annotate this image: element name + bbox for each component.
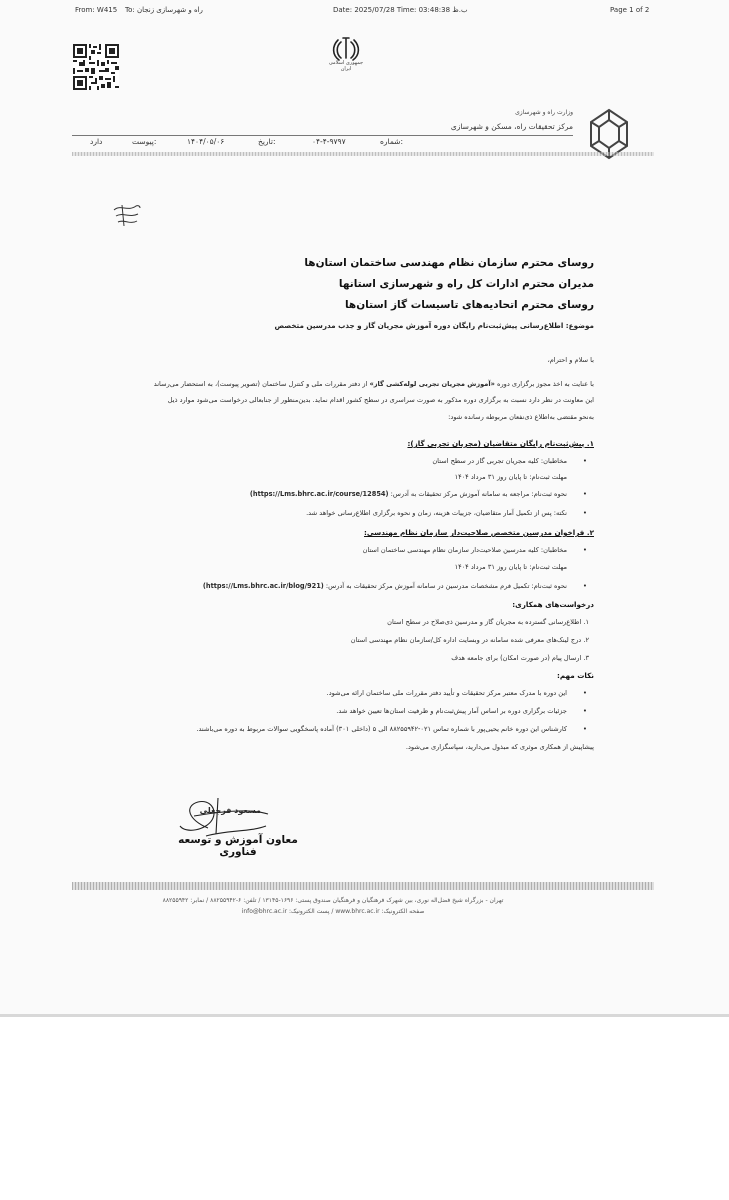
qr-code bbox=[73, 44, 119, 90]
scan-noise-band bbox=[72, 152, 654, 156]
fax-to: To: راه و شهرسازی زنجان bbox=[125, 6, 203, 14]
page-edge bbox=[0, 1014, 729, 1017]
notes-title: نکات مهم: bbox=[556, 671, 594, 680]
section-2-item-3 bbox=[203, 582, 567, 590]
letter-subject: موضوع: اطلاع‌رسانی پیش‌ثبت‌نام رایگان دوره آموزش مجریان گاز و جذب مدرسین متخصص bbox=[274, 321, 594, 330]
course-registration-link[interactable]: (https://Lms.bhrc.ac.ir/course/12854) bbox=[249, 490, 389, 498]
request-1: ۱. اطلاع‌رسانی گسترده به مجریان گاز و مدرسین ذی‌صلاح در سطح استان bbox=[387, 618, 589, 626]
section-1-item-2: مهلت ثبت‌نام: تا پایان روز ۳۱ مرداد ۱۴۰۴ bbox=[454, 473, 567, 481]
intro-line-1 bbox=[154, 380, 594, 388]
addressee-2: مدیران محترم ادارات کل راه و شهرسازی استانها bbox=[338, 278, 594, 290]
fax-datetime: Date: 2025/07/28 Time: 03:48:38 ب.ظ bbox=[333, 6, 468, 14]
section-2-item-1: مخاطبان: کلیه مدرسین صلاحیت‌دار سازمان نظام مهندسی ساختمان استان • bbox=[363, 546, 567, 554]
date-value: ۱۴۰۴/۰۵/۰۶ bbox=[187, 137, 225, 146]
request-2: ۲. درج لینک‌های معرفی شده سامانه در وبسایت اداره کل/سازمان نظام مهندسی استان bbox=[350, 636, 589, 644]
footer-address: تهران - بزرگراه شیخ فضل‌اله نوری، بین شهرک فرهنگیان و فرهنگیان صندوق پستی: ۱۶۹۶-۱۳۱۴۵ / تلفن: ۶-۸۸۲۵۵۹۴۲ / نمابر: ۸۸۲۵۵۹۴۲ bbox=[162, 897, 504, 904]
footer-noise-band bbox=[72, 882, 654, 890]
header-rule bbox=[72, 135, 573, 136]
section-2-title: ۲. فراخوان مدرسین متخصص صلاحیت‌دار سازمان نظام مهندسی: bbox=[364, 528, 594, 537]
attachment-label: پیوست: bbox=[132, 137, 157, 146]
section-2-item-2: مهلت ثبت‌نام: تا پایان روز ۳۱ مرداد ۱۴۰۴ bbox=[454, 563, 567, 571]
section-2-item-3-text: نحوه ثبت‌نام: تکمیل فرم مشخصات مدرسین در سامانه آموزش مرکز تحقیقات به آدرس: bbox=[323, 582, 567, 590]
closing-line: پیشاپیش از همکاری موثری که مبذول می‌دارید، سپاسگزاری می‌شود. bbox=[405, 743, 594, 751]
emblem-caption: جمهوری اسلامی ایران bbox=[328, 60, 364, 72]
section-1-item-4: نکته: پس از تکمیل آمار متقاضیان، جزییات هزینه، زمان و نحوه برگزاری اطلاع‌رسانی خواهد شد. • bbox=[306, 509, 567, 517]
fax-page-number: Page 1 of 2 bbox=[610, 6, 650, 14]
section-1-item-3 bbox=[250, 490, 567, 498]
intro-line-3: به‌نحو مقتضی به‌اطلاع ذی‌نفعان مربوطه رسانده شود: bbox=[448, 413, 594, 421]
organization-name: مرکز تحقیقات راه، مسکن و شهرسازی bbox=[450, 122, 573, 131]
note-3: کارشناس این دوره خانم یحیی‌پور با شماره تماس ۰۲۱-۸۸۲۵۵۹۴۲ الی ۵ (داخلی ۳۰۱) آماده پاسخگویی سوالات مربوط به دوره می‌باشند. • bbox=[196, 725, 567, 733]
course-name: «آموزش مجریان تجربی لوله‌کشی گاز» bbox=[369, 380, 495, 388]
addressee-1: روسای محترم سازمان نظام مهندسی ساختمان استان‌ها bbox=[304, 257, 594, 269]
greeting: با سلام و احترام، bbox=[547, 356, 594, 364]
addressee-3: روسای محترم اتحادیه‌های تاسیسات گاز استان‌ها bbox=[344, 299, 594, 311]
section-1-title: ۱. پیش‌ثبت‌نام رایگان متقاضیان (مجریان تجربی گاز): bbox=[407, 439, 594, 448]
section-1-item-1: مخاطبان: کلیه مجریان تجربی گاز در سطح استان • bbox=[432, 457, 567, 465]
number-label: شماره: bbox=[380, 137, 403, 146]
signatory-name: مسعود فرجعلی bbox=[199, 806, 261, 815]
fax-from: From: W415 bbox=[75, 6, 118, 14]
intro-line-1-start: با عنایت به اخذ مجوز برگزاری دوره bbox=[494, 380, 594, 388]
instructor-form-link[interactable]: (https://Lms.bhrc.ac.ir/blog/921) bbox=[202, 582, 324, 590]
request-3: ۳. ارسال پیام (در صورت امکان) برای جامعه هدف bbox=[451, 654, 589, 662]
footer-contact: صفحه الکترونیک: www.bhrc.ac.ir / پست الکترونیک: info@bhrc.ac.ir bbox=[241, 908, 425, 915]
date-label: تاریخ: bbox=[258, 137, 276, 146]
ministry-name: وزارت راه و شهرسازی bbox=[515, 109, 573, 116]
note-1: این دوره با مدرک معتبر مرکز تحقیقات و تأیید دفتر مقررات ملی ساختمان ارائه می‌شود. • bbox=[327, 689, 567, 697]
requests-title: درخواست‌های همکاری: bbox=[512, 600, 594, 609]
intro-line-1-end: از دفتر مقررات ملی و کنترل ساختمان (تصویر پیوست)، به استحضار می‌رساند bbox=[153, 380, 370, 388]
attachment-value: دارد bbox=[90, 137, 103, 146]
note-2: جزئیات برگزاری دوره بر اساس آمار پیش‌ثبت‌نام و ظرفیت استان‌ها تعیین خواهد شد. • bbox=[336, 707, 567, 715]
number-value: ۰۴-۴-۹۷۹۷ bbox=[312, 137, 346, 146]
section-1-item-3-text: نحوه ثبت‌نام: مراجعه به سامانه آموزش مرکز تحقیقات به آدرس: bbox=[388, 490, 567, 498]
letter-meta-row bbox=[90, 137, 560, 149]
intro-line-2: این معاونت در نظر دارد نسبت به برگزاری دوره مذکور به صورت سراسری در سطح کشور اقدام نماید. بدین‌منظور از جنابعالی درخواست می‌شود موارد ذیل bbox=[167, 396, 594, 404]
signatory-title: معاون آموزش و توسعه فناوری bbox=[178, 834, 298, 858]
referral-signature-icon bbox=[110, 200, 144, 230]
